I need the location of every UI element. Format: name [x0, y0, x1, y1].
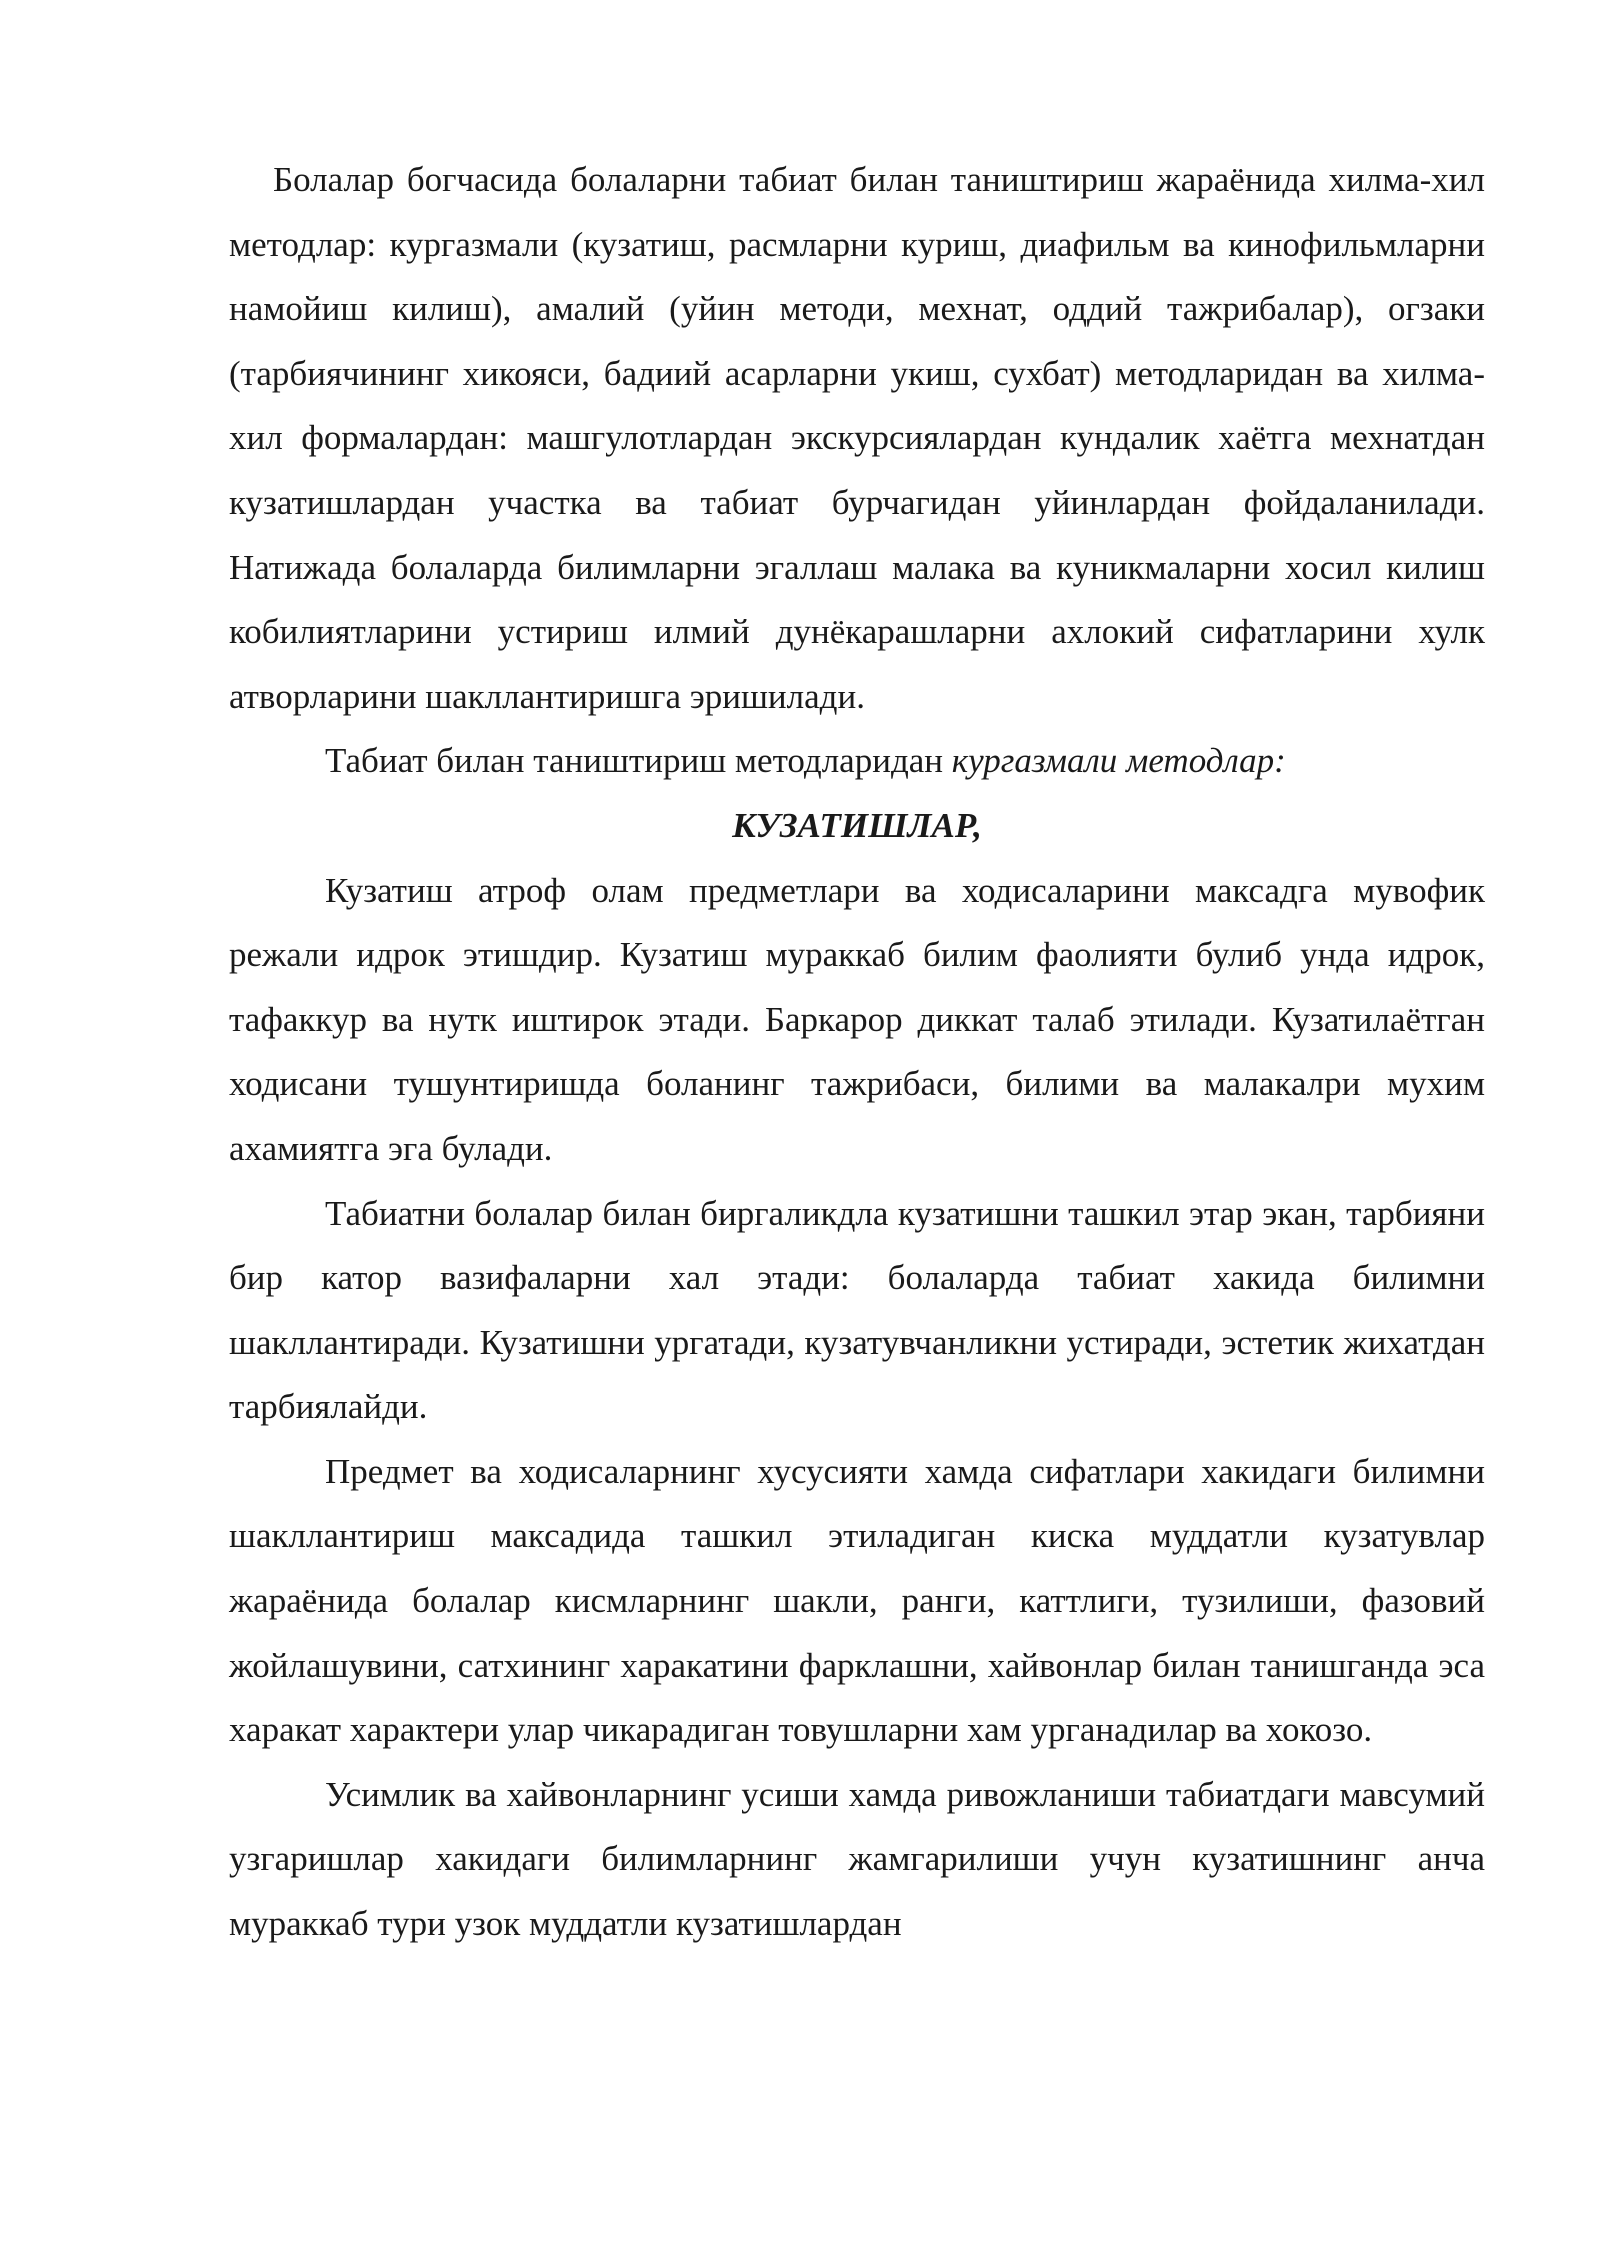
methods-lead-text: Табиат билан таништириш методларидан: [325, 741, 952, 781]
section-heading: КУЗАТИШЛАР,: [732, 805, 982, 845]
paragraph-methods-lead: [229, 729, 1485, 794]
paragraph-intro: Болалар богчасида болаларни табиат билан таништириш жараёнида хилма-хил методлар: кургазмали (кузатиш, расмларни куриш, диафильм ва кинофильмларни намойиш килиш), амалий (уйин методи, мехнат, оддий тажрибалар), огзаки (тарбиячининг хикояси, бадиий асарларни укиш, сухбат) методларидан ва хилма-хил формалардан: машгулотлардан экскурсиялардан кундалик хаётга мехнатдан кузатишлардан участка ва табиат бурчагидан уйинлардан фойдаланилади. Натижада болаларда билимларни эгаллаш малака ва куникмаларни хосил килиш кобилиятларини устириш илмий дунёкарашларни ахлокий сифатларини хулк атворларини шакллантиришга эришилади.: [229, 160, 1485, 716]
document-body: [229, 148, 1485, 1957]
paragraph-long-observations: Усимлик ва хайвонларнинг усиши хамда ривожланиши табиатдаги мавсумий узгаришлар хакидаги билимларнинг жамгарилиши учун кузатишнинг анча мураккаб тури узок муддатли кузатишлардан: [229, 1774, 1485, 1944]
paragraph-short-observations: Предмет ва ходисаларнинг хусусияти хамда сифатлари хакидаги билимни шакллантириш максадида ташкил этиладиган киска муддатли кузатувлар жараёнида болалар кисмларнинг шакли, ранги, каттлиги, тузилиши, фазовий жойлашувини, сатхининг харакатини фарклашни, хайвонлар билан танишганда эса харакат характери улар чикарадиган товушларни хам урганадилар ва хокозо.: [229, 1451, 1485, 1750]
paragraph-observation-definition: Кузатиш атроф олам предметлари ва ходисаларини максадга мувофик режали идрок этишдир. Кузатиш мураккаб билим фаолияти булиб унда идрок, тафаккур ва нутк иштирок этади. Баркарор диккат талаб этилади. Кузатилаётган ходисани тушунтиришда боланинг тажрибаси, билими ва малакалри мухим ахамиятга эга булади.: [229, 870, 1485, 1168]
methods-emphasis: кургазмали методлар:: [951, 741, 1286, 781]
paragraph-joint-observation: Табиатни болалар билан биргаликдла кузатишни ташкил этар экан, тарбияни бир катор вазифаларни хал этади: болаларда табиат хакида билимни шакллантиради. Кузатишни ургатади, кузатувчанликни устиради, эстетик жихатдан тарбиялайди.: [229, 1193, 1485, 1427]
